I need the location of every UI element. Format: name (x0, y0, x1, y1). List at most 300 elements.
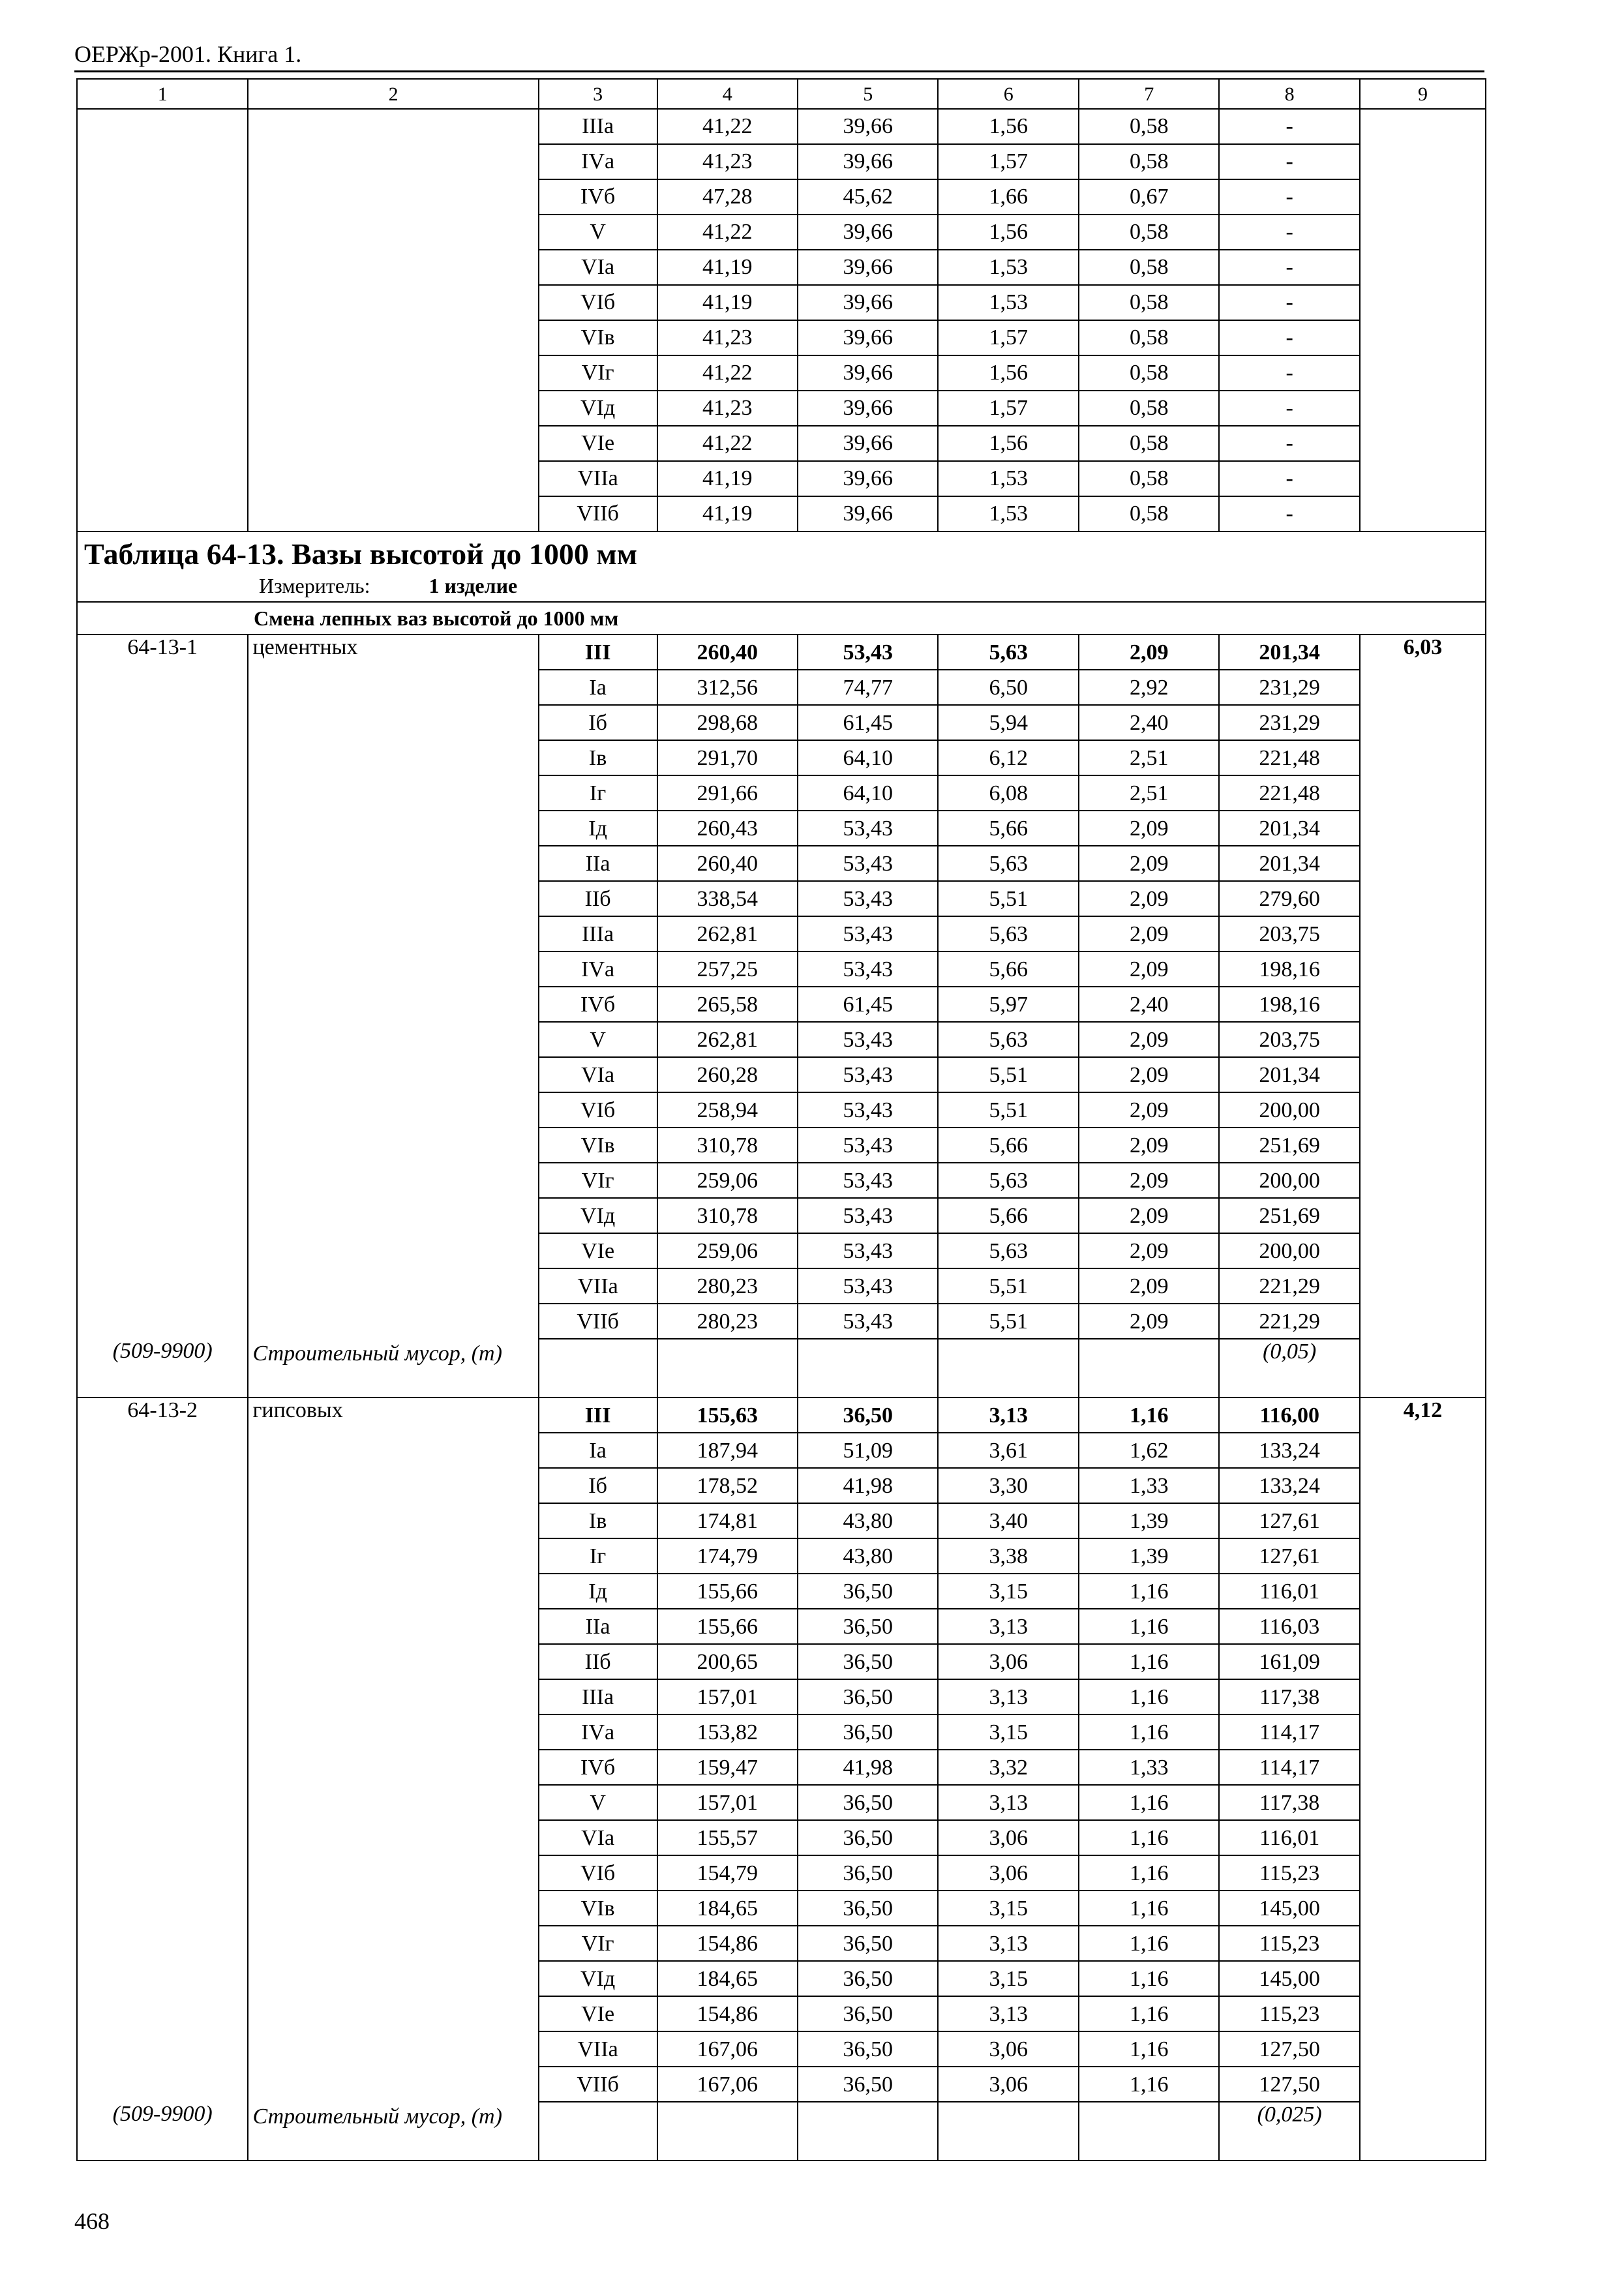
waste-value: (0,025) (1219, 2102, 1359, 2161)
table-row (77, 285, 1486, 320)
value-cell: 0,58 (1079, 250, 1219, 285)
value-cell: 114,17 (1219, 1750, 1359, 1785)
value-cell: 2,51 (1079, 740, 1219, 775)
code-cell (77, 1926, 248, 1961)
value-cell: 36,50 (798, 1891, 938, 1926)
table-row (77, 320, 1486, 355)
table-row (77, 109, 1486, 144)
value-cell: 53,43 (798, 951, 938, 987)
col9-cell (1360, 2031, 1486, 2067)
name-cell (248, 1574, 538, 1609)
table-title-cell (77, 531, 1486, 602)
name-cell (248, 1233, 538, 1268)
name-cell (248, 1128, 538, 1163)
value-cell: 201,34 (1219, 635, 1359, 670)
value-cell: VIIа (539, 2031, 657, 2067)
name-cell (248, 670, 538, 705)
value-cell: 157,01 (657, 1679, 798, 1714)
value-cell: 41,22 (657, 426, 798, 461)
value-cell: 2,09 (1079, 1163, 1219, 1198)
value-cell: 53,43 (798, 1198, 938, 1233)
value-cell: 53,43 (798, 1057, 938, 1092)
value-cell: 221,48 (1219, 775, 1359, 811)
column-number-row (77, 79, 1486, 109)
value-cell: IIIа (539, 109, 657, 144)
value-cell: 1,56 (938, 355, 1078, 391)
value-cell: VIе (539, 426, 657, 461)
table-row (77, 811, 1486, 846)
value-cell: VIа (539, 1057, 657, 1092)
table-row (77, 1961, 1486, 1996)
code-cell (77, 740, 248, 775)
value-cell: 133,24 (1219, 1468, 1359, 1503)
value-cell: 5,97 (938, 987, 1078, 1022)
col9-cell (1360, 775, 1486, 811)
value-cell: 36,50 (798, 1679, 938, 1714)
empty-cell (798, 2102, 938, 2161)
value-cell: 0,58 (1079, 320, 1219, 355)
value-cell: V (539, 1785, 657, 1820)
code-cell (77, 250, 248, 285)
value-cell: 291,66 (657, 775, 798, 811)
name-cell (248, 1198, 538, 1233)
value-cell: 174,79 (657, 1538, 798, 1574)
value-cell: 312,56 (657, 670, 798, 705)
name-cell (248, 1679, 538, 1714)
value-cell: 53,43 (798, 811, 938, 846)
value-cell: 5,63 (938, 846, 1078, 881)
col9-cell (1360, 1538, 1486, 1574)
waste-name: Строительный мусор, (т) (248, 2102, 538, 2161)
value-cell: VIIа (539, 1268, 657, 1304)
value-cell: 5,63 (938, 916, 1078, 951)
value-cell: 2,09 (1079, 881, 1219, 916)
name-cell (248, 109, 538, 144)
col9-cell (1360, 1714, 1486, 1750)
value-cell: 310,78 (657, 1198, 798, 1233)
col9-cell (1360, 1057, 1486, 1092)
value-cell: 41,22 (657, 109, 798, 144)
value-cell: 3,06 (938, 1820, 1078, 1855)
value-cell: 201,34 (1219, 846, 1359, 881)
value-cell: 259,06 (657, 1163, 798, 1198)
empty-cell (657, 1339, 798, 1398)
value-cell: 291,70 (657, 740, 798, 775)
value-cell: 5,66 (938, 951, 1078, 987)
value-cell: 200,00 (1219, 1233, 1359, 1268)
code-cell (77, 1961, 248, 1996)
code-cell (77, 1750, 248, 1785)
value-cell: 64,10 (798, 775, 938, 811)
table-row (77, 740, 1486, 775)
empty-cell (539, 2102, 657, 2161)
value-cell: 5,63 (938, 1233, 1078, 1268)
code-cell (77, 705, 248, 740)
value-cell: 1,16 (1079, 1961, 1219, 1996)
value-cell: VIд (539, 1961, 657, 1996)
value-cell: 1,56 (938, 215, 1078, 250)
code-cell (77, 1574, 248, 1609)
column-number: 3 (539, 79, 657, 109)
table-row (77, 1092, 1486, 1128)
value-cell: 5,51 (938, 1268, 1078, 1304)
value-cell: 41,23 (657, 391, 798, 426)
value-cell: Iг (539, 775, 657, 811)
table-row (77, 1538, 1486, 1574)
col9-cell (1360, 1820, 1486, 1855)
value-cell: 2,09 (1079, 846, 1219, 881)
value-cell: 3,40 (938, 1503, 1078, 1538)
value-cell: 117,38 (1219, 1679, 1359, 1714)
value-cell: 36,50 (798, 1785, 938, 1820)
name-cell (248, 1714, 538, 1750)
col9-cell (1360, 846, 1486, 881)
value-cell: 61,45 (798, 987, 938, 1022)
value-cell: 155,63 (657, 1398, 798, 1433)
name-cell: гипсовых (248, 1398, 538, 1433)
col9-cell (1360, 1996, 1486, 2031)
value-cell: 3,38 (938, 1538, 1078, 1574)
table-row (77, 1820, 1486, 1855)
table-row (77, 144, 1486, 179)
table-row (77, 426, 1486, 461)
value-cell: 0,58 (1079, 391, 1219, 426)
value-cell: 310,78 (657, 1128, 798, 1163)
code-cell (77, 775, 248, 811)
empty-cell (657, 2102, 798, 2161)
value-cell: 64,10 (798, 740, 938, 775)
table-row (77, 1268, 1486, 1304)
value-cell: 262,81 (657, 1022, 798, 1057)
code-cell (77, 320, 248, 355)
value-cell: VIIб (539, 496, 657, 531)
value-cell: 0,58 (1079, 285, 1219, 320)
table-row (77, 1750, 1486, 1785)
name-cell (248, 1961, 538, 1996)
value-cell: 3,13 (938, 1996, 1078, 2031)
value-cell: IIIа (539, 1679, 657, 1714)
value-cell: 2,09 (1079, 1092, 1219, 1128)
value-cell: VIд (539, 1198, 657, 1233)
value-cell: VIв (539, 1891, 657, 1926)
value-cell: 74,77 (798, 670, 938, 705)
code-cell (77, 987, 248, 1022)
column-number: 4 (657, 79, 798, 109)
table-row (77, 1855, 1486, 1891)
value-cell: 221,48 (1219, 740, 1359, 775)
value-cell: 0,58 (1079, 144, 1219, 179)
value-cell: 43,80 (798, 1538, 938, 1574)
code-cell (77, 1433, 248, 1468)
value-cell: 1,56 (938, 426, 1078, 461)
value-cell: 45,62 (798, 179, 938, 215)
value-cell: 36,50 (798, 1855, 938, 1891)
value-cell: 116,01 (1219, 1574, 1359, 1609)
value-cell: 200,65 (657, 1644, 798, 1679)
value-cell: 41,19 (657, 496, 798, 531)
value-cell: 41,23 (657, 320, 798, 355)
name-cell (248, 1609, 538, 1644)
name-cell (248, 811, 538, 846)
code-cell (77, 1679, 248, 1714)
value-cell: 53,43 (798, 1233, 938, 1268)
value-cell: IIб (539, 881, 657, 916)
value-cell: Iб (539, 1468, 657, 1503)
value-cell: 1,53 (938, 285, 1078, 320)
name-cell (248, 1022, 538, 1057)
name-cell (248, 1785, 538, 1820)
value-cell: 1,53 (938, 461, 1078, 496)
value-cell: 260,40 (657, 635, 798, 670)
code-cell (77, 1609, 248, 1644)
value-cell: 39,66 (798, 250, 938, 285)
code-cell (77, 285, 248, 320)
value-cell: 47,28 (657, 179, 798, 215)
value-cell: 3,06 (938, 2031, 1078, 2067)
col9-cell (1360, 811, 1486, 846)
code-cell (77, 1714, 248, 1750)
name-cell (248, 215, 538, 250)
value-cell: Iа (539, 1433, 657, 1468)
value-cell: 114,17 (1219, 1714, 1359, 1750)
value-cell: 1,33 (1079, 1750, 1219, 1785)
value-cell: 1,53 (938, 496, 1078, 531)
table-row (77, 1468, 1486, 1503)
table-row (77, 1926, 1486, 1961)
code-cell (77, 670, 248, 705)
value-cell: 41,23 (657, 144, 798, 179)
value-cell: IVа (539, 1714, 657, 1750)
value-cell: - (1219, 320, 1359, 355)
col9-cell (1360, 1503, 1486, 1538)
table-row (77, 1785, 1486, 1820)
value-cell: V (539, 215, 657, 250)
value-cell: 36,50 (798, 1574, 938, 1609)
code-cell (77, 144, 248, 179)
value-cell: 61,45 (798, 705, 938, 740)
subheading-row (77, 602, 1486, 635)
value-cell: 298,68 (657, 705, 798, 740)
table-row (77, 1304, 1486, 1339)
code-cell (77, 391, 248, 426)
code-cell (77, 951, 248, 987)
value-cell: 2,09 (1079, 951, 1219, 987)
waste-code: (509-9900) (77, 2102, 248, 2161)
col9-cell (1360, 179, 1486, 215)
col9-cell (1360, 987, 1486, 1022)
value-cell: - (1219, 391, 1359, 426)
value-cell: 39,66 (798, 144, 938, 179)
code-cell (77, 916, 248, 951)
value-cell: VIв (539, 320, 657, 355)
value-cell: 3,61 (938, 1433, 1078, 1468)
col9-cell (1360, 2067, 1486, 2102)
value-cell: 41,19 (657, 285, 798, 320)
table-title: Таблица 64-13. Вазы высотой до 1000 мм (84, 537, 638, 571)
code-cell (77, 1891, 248, 1926)
value-cell: 127,61 (1219, 1538, 1359, 1574)
code-cell (77, 1198, 248, 1233)
value-cell: III (539, 635, 657, 670)
code-cell (77, 1092, 248, 1128)
table-row (77, 1503, 1486, 1538)
value-cell: 1,16 (1079, 1609, 1219, 1644)
value-cell: 3,32 (938, 1750, 1078, 1785)
code-cell (77, 881, 248, 916)
waste-row (77, 1339, 1486, 1398)
col9-cell (1360, 1022, 1486, 1057)
value-cell: 167,06 (657, 2067, 798, 2102)
name-cell (248, 1996, 538, 2031)
value-cell: 3,15 (938, 1714, 1078, 1750)
table-row (77, 1714, 1486, 1750)
code-cell (77, 1268, 248, 1304)
value-cell: VIб (539, 1855, 657, 1891)
measure-label: Измеритель: (259, 574, 370, 598)
value-cell: 53,43 (798, 1304, 938, 1339)
code-cell (77, 496, 248, 531)
value-cell: VIв (539, 1128, 657, 1163)
code-cell (77, 1503, 248, 1538)
value-cell: 251,69 (1219, 1128, 1359, 1163)
value-cell: 161,09 (1219, 1644, 1359, 1679)
value-cell: IVб (539, 1750, 657, 1785)
col9-cell (1360, 1961, 1486, 1996)
col9-cell (1360, 951, 1486, 987)
value-cell: - (1219, 426, 1359, 461)
code-cell: 64-13-2 (77, 1398, 248, 1433)
value-cell: 116,01 (1219, 1820, 1359, 1855)
value-cell: 116,00 (1219, 1398, 1359, 1433)
value-cell: Iб (539, 705, 657, 740)
value-cell: 153,82 (657, 1714, 798, 1750)
value-cell: 0,58 (1079, 496, 1219, 531)
code-cell: 64-13-1 (77, 635, 248, 670)
value-cell: 155,66 (657, 1574, 798, 1609)
value-cell: 36,50 (798, 1926, 938, 1961)
code-cell (77, 2031, 248, 2067)
empty-cell (539, 1339, 657, 1398)
value-cell: VIе (539, 1996, 657, 2031)
value-cell: 116,03 (1219, 1609, 1359, 1644)
table-row (77, 1891, 1486, 1926)
value-cell: 53,43 (798, 635, 938, 670)
value-cell: 1,16 (1079, 1679, 1219, 1714)
name-cell (248, 1891, 538, 1926)
value-cell: 36,50 (798, 2031, 938, 2067)
value-cell: VIг (539, 355, 657, 391)
col9-cell (1360, 496, 1486, 531)
value-cell: 53,43 (798, 916, 938, 951)
measure-unit: 1 изделие (429, 574, 518, 598)
col9-cell: 4,12 (1360, 1398, 1486, 1433)
value-cell: 5,63 (938, 1163, 1078, 1198)
value-cell: 155,66 (657, 1609, 798, 1644)
value-cell: 262,81 (657, 916, 798, 951)
value-cell: 0,58 (1079, 426, 1219, 461)
value-cell: 3,06 (938, 1644, 1078, 1679)
value-cell: VIа (539, 250, 657, 285)
column-number: 5 (798, 79, 938, 109)
value-cell: 117,38 (1219, 1785, 1359, 1820)
value-cell: 260,28 (657, 1057, 798, 1092)
value-cell: - (1219, 355, 1359, 391)
column-number: 1 (77, 79, 248, 109)
value-cell: IVа (539, 951, 657, 987)
value-cell: 1,16 (1079, 1996, 1219, 2031)
column-number: 9 (1360, 79, 1486, 109)
value-cell: IIб (539, 1644, 657, 1679)
table-row (77, 1644, 1486, 1679)
table-row (77, 846, 1486, 881)
name-cell (248, 916, 538, 951)
value-cell: 1,16 (1079, 1785, 1219, 1820)
col9-cell: 6,03 (1360, 635, 1486, 670)
value-cell: 200,00 (1219, 1163, 1359, 1198)
value-cell: 198,16 (1219, 951, 1359, 987)
code-cell (77, 1468, 248, 1503)
code-cell (77, 461, 248, 496)
value-cell: 127,50 (1219, 2067, 1359, 2102)
value-cell: - (1219, 285, 1359, 320)
code-cell (77, 1233, 248, 1268)
table-row (77, 1574, 1486, 1609)
empty-cell (938, 2102, 1078, 2161)
value-cell: 2,09 (1079, 1057, 1219, 1092)
value-cell: 5,51 (938, 1092, 1078, 1128)
value-cell: 1,16 (1079, 1714, 1219, 1750)
value-cell: V (539, 1022, 657, 1057)
col9-cell (1360, 1468, 1486, 1503)
header-rule (74, 70, 1484, 72)
table-row (77, 635, 1486, 670)
table-row (77, 2067, 1486, 2102)
value-cell: IIа (539, 846, 657, 881)
name-cell (248, 1926, 538, 1961)
value-cell: - (1219, 179, 1359, 215)
name-cell (248, 1092, 538, 1128)
value-cell: 258,94 (657, 1092, 798, 1128)
value-cell: Iд (539, 811, 657, 846)
col9-cell (1360, 1233, 1486, 1268)
value-cell: Iг (539, 1538, 657, 1574)
value-cell: 53,43 (798, 1268, 938, 1304)
value-cell: 1,16 (1079, 1855, 1219, 1891)
name-cell (248, 2031, 538, 2067)
code-cell (77, 1785, 248, 1820)
value-cell: 53,43 (798, 846, 938, 881)
value-cell: 115,23 (1219, 1996, 1359, 2031)
col9-cell (1360, 1679, 1486, 1714)
name-cell (248, 1268, 538, 1304)
value-cell: 43,80 (798, 1503, 938, 1538)
name-cell (248, 391, 538, 426)
col9-cell (1360, 740, 1486, 775)
table-row (77, 1433, 1486, 1468)
value-cell: 338,54 (657, 881, 798, 916)
col9-cell (1360, 1785, 1486, 1820)
value-cell: 259,06 (657, 1233, 798, 1268)
value-cell: 2,09 (1079, 1198, 1219, 1233)
col9-cell (1360, 355, 1486, 391)
code-cell (77, 1128, 248, 1163)
code-cell (77, 1538, 248, 1574)
col9-cell (1360, 215, 1486, 250)
col9-cell (1360, 1304, 1486, 1339)
value-cell: 39,66 (798, 285, 938, 320)
col9-cell (1360, 1092, 1486, 1128)
code-cell (77, 846, 248, 881)
